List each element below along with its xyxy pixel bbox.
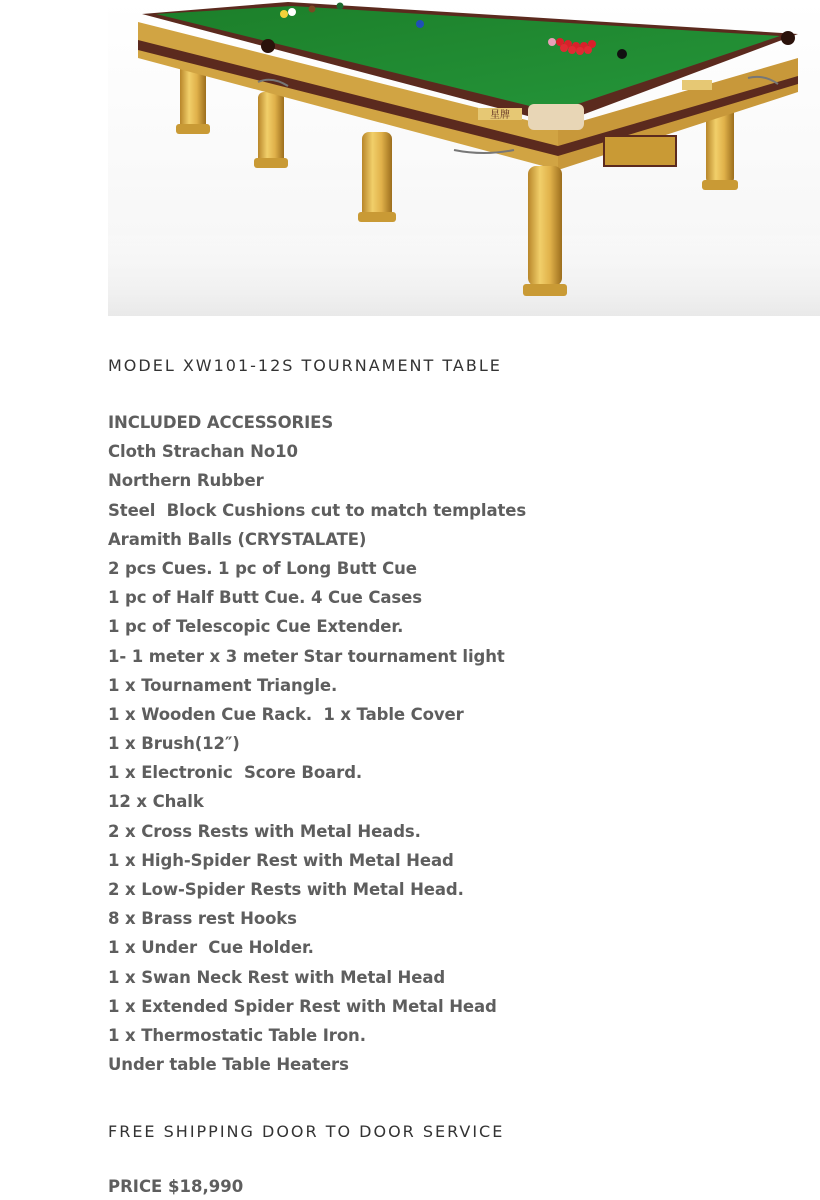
brown-ball	[309, 6, 316, 13]
list-item: 8 x Brass rest Hooks	[108, 909, 297, 929]
table-leg	[358, 132, 396, 222]
list-item: Steel Block Cushions cut to match templates	[108, 500, 527, 520]
list-item: 1 x Tournament Triangle.	[108, 675, 338, 695]
list-item: 1 x Electronic Score Board.	[108, 763, 363, 783]
list-item: 1 x Under Cue Holder.	[108, 938, 314, 958]
price-label: PRICE $18,990	[108, 1177, 244, 1196]
list-item: 1 x Extended Spider Rest with Metal Head	[108, 996, 497, 1016]
list-item: 1 x Wooden Cue Rack. 1 x Table Cover	[108, 704, 464, 724]
list-item: 1 x High-Spider Rest with Metal Head	[108, 850, 454, 870]
accessories-heading: INCLUDED ACCESSORIES	[108, 413, 334, 432]
list-item: 1 x Swan Neck Rest with Metal Head	[108, 967, 446, 987]
green-ball	[337, 3, 344, 10]
table-leg	[523, 166, 567, 296]
blue-ball	[416, 20, 424, 28]
black-ball	[617, 49, 627, 59]
list-item: 1- 1 meter x 3 meter Star tournament light	[108, 646, 505, 666]
snooker-table-photo	[108, 0, 820, 316]
list-item: 2 pcs Cues. 1 pc of Long Butt Cue	[108, 558, 417, 578]
model-title: MODEL XW101-12S TOURNAMENT TABLE	[108, 356, 502, 375]
list-item: 2 x Cross Rests with Metal Heads.	[108, 821, 421, 841]
brand-mark: 星牌	[490, 110, 510, 121]
cue-ball	[288, 8, 296, 16]
list-item: 1 x Brush(12″)	[108, 734, 240, 754]
list-item: 1 pc of Telescopic Cue Extender.	[108, 617, 404, 637]
table-leg	[254, 92, 288, 168]
list-item: 1 pc of Half Butt Cue. 4 Cue Cases	[108, 588, 422, 608]
shipping-note: FREE SHIPPING DOOR TO DOOR SERVICE	[108, 1122, 505, 1141]
list-item: Under table Table Heaters	[108, 1055, 349, 1075]
list-item: 1 x Thermostatic Table Iron.	[108, 1025, 366, 1045]
accessories-list	[108, 412, 526, 1083]
pink-ball	[548, 38, 556, 46]
list-item: Aramith Balls (CRYSTALATE)	[108, 529, 367, 549]
list-item: Cloth Strachan No10	[108, 442, 298, 462]
list-item: 12 x Chalk	[108, 792, 204, 812]
yellow-ball	[280, 10, 288, 18]
list-item: 2 x Low-Spider Rests with Metal Head.	[108, 880, 464, 899]
list-item: Northern Rubber	[108, 471, 264, 491]
product-image	[108, 0, 820, 316]
